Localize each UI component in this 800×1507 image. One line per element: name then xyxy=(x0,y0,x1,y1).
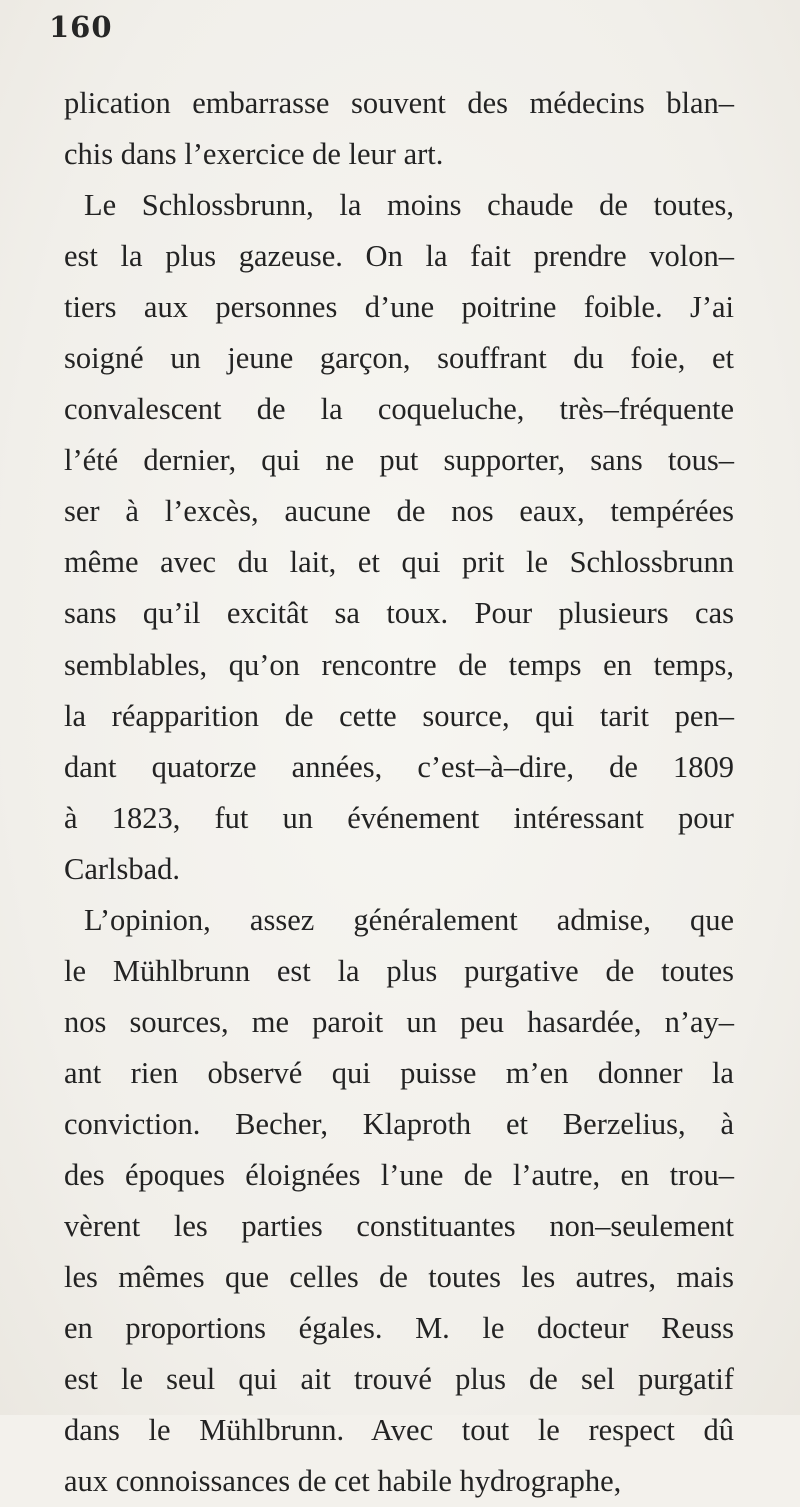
text-line-content: plication embarrasse souvent des médecins blan– xyxy=(64,86,734,120)
text-line-content: Le Schlossbrunn, la moins chaude de toutes, xyxy=(84,188,734,223)
text-line-content: ser à l’excès, aucune de nos eaux, tempérées xyxy=(64,494,734,529)
text-line xyxy=(64,78,734,129)
text-line-content: des époques éloignées l’une de l’autre, en trou– xyxy=(64,1157,734,1192)
text-line-content: à 1823, fut un événement intéressant pour xyxy=(64,800,734,835)
text-line xyxy=(64,435,734,486)
text-line xyxy=(64,946,734,997)
text-line-content: nos sources, me paroit un peu hasardée, n’ay– xyxy=(64,1004,735,1039)
text-line xyxy=(64,742,734,793)
text-line-content: convalescent de la coqueluche, très–fréquente xyxy=(64,392,734,427)
text-line xyxy=(64,1456,734,1507)
text-line xyxy=(64,180,734,231)
text-line-content: en proportions égales. M. le docteur Reuss xyxy=(64,1311,734,1346)
text-line xyxy=(64,691,734,742)
text-line-content: semblables, qu’on rencontre de temps en temps, xyxy=(64,647,734,682)
text-line xyxy=(64,588,734,639)
text-line xyxy=(64,486,734,537)
text-line-content: l’été dernier, qui ne put supporter, sans tous– xyxy=(64,443,734,478)
text-line-content: aux connoissances de cet habile hydrographe, xyxy=(64,1464,622,1499)
text-line-content: même avec du lait, et qui prit le Schlossbrunn xyxy=(64,545,734,580)
text-line xyxy=(64,231,734,282)
text-line xyxy=(64,1252,734,1303)
body-text xyxy=(64,78,734,1507)
text-line xyxy=(64,844,734,895)
text-line xyxy=(64,333,734,384)
text-line-content: dans le Mühlbrunn. Avec tout le respect dû xyxy=(64,1413,734,1448)
text-line xyxy=(64,282,734,333)
text-line-content: est la plus gazeuse. On la fait prendre volon– xyxy=(64,239,734,274)
text-line-content: vèrent les parties constituantes non–seulement xyxy=(64,1209,734,1244)
text-line xyxy=(64,895,734,946)
text-line xyxy=(64,1048,734,1099)
text-line-content: chis dans l’exercice de leur art. xyxy=(64,137,444,172)
text-line xyxy=(64,1099,734,1150)
text-line-content: tiers aux personnes d’une poitrine foible. J’ai xyxy=(64,290,735,325)
text-line xyxy=(64,1201,734,1252)
text-line xyxy=(64,129,734,180)
text-line xyxy=(64,640,734,691)
text-line-content: conviction. Becher, Klaproth et Berzelius, à xyxy=(64,1106,734,1141)
text-line xyxy=(64,384,734,435)
text-line-content: le Mühlbrunn est la plus purgative de toutes xyxy=(64,953,734,988)
text-line xyxy=(64,793,734,844)
text-line-content: la réapparition de cette source, qui tarit pen– xyxy=(64,698,734,733)
text-line-content: dant quatorze années, c’est–à–dire, de 1809 xyxy=(64,749,734,784)
text-line xyxy=(64,1150,734,1201)
text-line-content: sans qu’il excitât sa toux. Pour plusieurs cas xyxy=(64,596,734,631)
text-line xyxy=(64,537,734,588)
text-line xyxy=(64,1405,734,1456)
text-line-content: Carlsbad. xyxy=(64,851,181,886)
text-line-content: L’opinion, assez généralement admise, que xyxy=(84,902,734,937)
text-line-content: ant rien observé qui puisse m’en donner la xyxy=(64,1055,734,1090)
page-number: 160 xyxy=(49,10,113,44)
text-line-content: les mêmes que celles de toutes les autres, mais xyxy=(64,1260,734,1295)
text-line xyxy=(64,997,734,1048)
text-line-content: soigné un jeune garçon, souffrant du foie, et xyxy=(64,341,734,376)
text-line-content: est le seul qui ait trouvé plus de sel purgatif xyxy=(64,1362,734,1397)
text-line xyxy=(64,1354,734,1405)
text-line xyxy=(64,1303,734,1354)
